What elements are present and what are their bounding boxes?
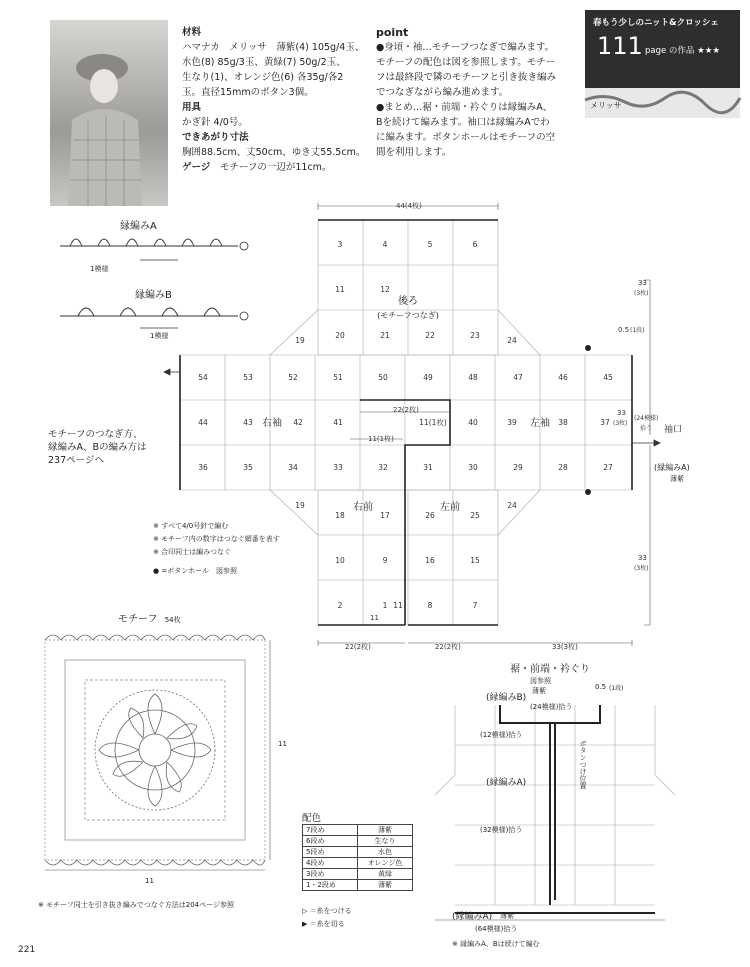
point-line: でつなぎながら編み進めます。 <box>376 87 509 98</box>
motif-no: 39 <box>507 418 517 427</box>
materials-line: 玉。直径15mmのボタン3個。 <box>182 87 314 98</box>
palette-row: 6段め 生なり <box>303 836 413 847</box>
motif-diagram <box>35 630 275 875</box>
tools-title: 用具 <box>182 102 202 113</box>
note-line: ※ すべて4/0号針で編む <box>153 522 229 530</box>
palette-row: 5段め 水色 <box>303 847 413 858</box>
motif-no: 32 <box>378 463 388 472</box>
motif-no: 49 <box>423 373 433 382</box>
motif-no: 54 <box>198 373 208 382</box>
motif-no: 11(1枚) <box>419 418 447 427</box>
motif-no: 17 <box>380 511 390 520</box>
page-footer-number: 221 <box>18 945 36 955</box>
dim-bottom-w1: 22(2枚) <box>345 643 371 651</box>
cuff-pickup: (24模様) <box>634 415 659 422</box>
hem-ref: 図参照 <box>530 677 551 685</box>
motif-no: 19 <box>295 501 305 510</box>
motif-no: 35 <box>243 463 253 472</box>
left-sleeve-label: 左袖 <box>530 418 550 429</box>
dim-sleeve-span: 33 <box>617 409 626 417</box>
edging-a-title: 縁編みA <box>120 221 157 232</box>
chart-note-line: モチーフのつなぎ方、 <box>48 429 143 440</box>
dim-right-top-sub: (3枚) <box>634 290 649 297</box>
motif-no: 41 <box>333 418 343 427</box>
materials-line: ハマナカ メリッサ 薄紫(4) 105g/4玉、 <box>182 42 365 53</box>
motif-no: 9 <box>382 556 388 565</box>
materials-line: 生なり(1)、オレンジ色(6) 各35g/各2 <box>182 72 344 83</box>
motif-no: 52 <box>288 373 298 382</box>
motif-bottom: 11 <box>145 877 154 885</box>
motif-no: 36 <box>198 463 208 472</box>
legend-cut: ▶ ＝糸を切る <box>302 920 345 928</box>
motif-footnote: ※ モチーフ同士を引き抜き編みでつなぐ方法は204ページ参照 <box>38 901 234 909</box>
materials-line: 水色(8) 85g/3玉、黄緑(7) 50g/2玉、 <box>182 57 346 68</box>
point-line: モチーフの配色は図を参照します。モチー <box>376 57 556 68</box>
motif-no: 46 <box>558 373 568 382</box>
yarn-name: メリッサ <box>590 101 622 110</box>
dim-top-width: 44(4枚) <box>396 202 422 210</box>
gauge-text: モチーフの一辺が11cm。 <box>219 162 332 173</box>
motif-no: 4 <box>382 240 388 249</box>
note-line: ※ モチーフ内の数字はつなぐ順番を表す <box>153 535 280 543</box>
motif-no: 29 <box>513 463 523 472</box>
motif-no: 37 <box>600 418 610 427</box>
palette-row: 7段め 薄紫 <box>303 825 413 836</box>
motif-no: 26 <box>425 511 435 520</box>
motif-no: 50 <box>378 373 388 382</box>
motif-no: 1 <box>382 601 388 610</box>
tools-text: かぎ針 4/0号。 <box>182 117 248 128</box>
chart-note-line: 237ページへ <box>48 455 104 466</box>
motif-no: 27 <box>603 463 613 472</box>
motif-no: 3 <box>337 240 343 249</box>
hem-bottom-a: (縁編みA) <box>452 912 493 922</box>
pattern-header <box>585 10 740 88</box>
palette-row: 4段め オレンジ色 <box>303 858 413 869</box>
motif-no: 21 <box>380 331 390 340</box>
hem-pick24: (24模様)拾う <box>530 703 573 711</box>
edging-a-repeat: 1模様 <box>90 265 109 273</box>
cuff-color: 薄紫 <box>670 475 684 483</box>
palette-table <box>302 824 413 891</box>
motif-no: 31 <box>423 463 433 472</box>
dim-neck-depth: 11(1枚) <box>368 435 394 443</box>
back-label: 後ろ <box>398 296 418 307</box>
motif-no: 11 <box>335 285 345 294</box>
point-line: Bを続けて編みます。袖口は縁編みAでわ <box>376 117 550 128</box>
point-line: ●まとめ…裾・前端・衿ぐりは縁編みA、 <box>376 102 553 113</box>
hem-edge-a: (縁編みA) <box>486 778 527 788</box>
hem-title: 裾・前端・衿ぐり <box>510 664 590 675</box>
motif-no: 18 <box>335 511 345 520</box>
series-title: 春もう少しのニット&クロッシェ <box>593 18 719 28</box>
dim-bottom-w2: 22(2枚) <box>435 643 461 651</box>
motif-title: モチーフ <box>118 614 158 625</box>
dim-neck-width: 22(2枚) <box>393 406 419 414</box>
motif-no: 16 <box>425 556 435 565</box>
motif-no: 23 <box>470 331 480 340</box>
motif-no: 33 <box>333 463 343 472</box>
motif-no: 38 <box>558 418 568 427</box>
hem-button: ボタンつけ位置 <box>579 740 587 789</box>
dim-small-05-sub: (1段) <box>630 327 645 334</box>
motif-no: 42 <box>293 418 303 427</box>
motif-no: 10 <box>335 556 345 565</box>
hem-edge-b: (縁編みB) <box>486 693 527 703</box>
materials-title: 材料 <box>182 27 202 38</box>
hem-bottom-color: 薄紫 <box>500 912 514 920</box>
motif-side: 11 <box>278 740 287 748</box>
hem-diagram <box>425 695 725 925</box>
model-photo <box>50 20 168 206</box>
size-title: できあがり寸法 <box>182 132 249 143</box>
point-line: に編みます。ボタンホールはモチーフの空 <box>376 132 556 143</box>
dim-bottom-inner: 11 <box>370 614 379 622</box>
size-text: 胸囲88.5cm、丈50cm、ゆき丈55.5cm。 <box>182 147 366 158</box>
dim-sleeve-span-sub: (3枚) <box>613 420 628 427</box>
motif-no: 2 <box>337 601 343 610</box>
back-sub: (モチーフつなぎ) <box>377 311 439 320</box>
motif-no: 24 <box>507 336 517 345</box>
hem-small-05: 0.5 <box>595 683 607 691</box>
page-suffix: page の作品 ★★★ <box>645 46 720 56</box>
palette-title: 配色 <box>302 813 322 824</box>
hem-pick64: (64模様)拾う <box>475 925 518 933</box>
motif-count: 54枚 <box>164 616 181 624</box>
cuff-sub: (縁編みA) <box>654 463 690 472</box>
palette-row: 1・2段め 薄紫 <box>303 880 413 891</box>
gauge-title: ゲージ <box>182 162 211 173</box>
motif-no: 24 <box>507 501 517 510</box>
motif-no: 25 <box>470 511 480 520</box>
hem-pick12: (12模様)拾う <box>480 731 523 739</box>
motif-no: 47 <box>513 373 523 382</box>
motif-no: 51 <box>333 373 343 382</box>
hem-small-05-sub: (1段) <box>609 685 624 692</box>
point-line: フは最終段で隣のモチーフと引き抜き編み <box>376 72 557 83</box>
motif-no: 5 <box>427 240 433 249</box>
motif-no: 8 <box>427 601 433 610</box>
motif-no: 40 <box>468 418 478 427</box>
motif-no: 6 <box>472 240 478 249</box>
right-front-label: 右前 <box>353 502 373 513</box>
note-line: ※ 合印同士は編みつなぐ <box>153 548 231 556</box>
right-sleeve-label: 右袖 <box>262 418 282 429</box>
cuff-title: 袖口 <box>664 425 683 435</box>
hem-footnote: ※ 縁編みA、Bは続けて編む <box>452 940 540 948</box>
chart-note-line: 縁編みA、Bの編み方は <box>48 442 147 453</box>
motif-no: 11 <box>393 601 403 610</box>
motif-no: 34 <box>288 463 298 472</box>
hem-color: 薄紫 <box>532 687 546 695</box>
point-line: 間を利用します。 <box>376 147 452 158</box>
dim-small-05: 0.5 <box>618 326 630 334</box>
motif-no: 30 <box>468 463 478 472</box>
motif-no: 22 <box>425 331 435 340</box>
motif-no: 28 <box>558 463 568 472</box>
motif-no: 19 <box>295 336 305 345</box>
edging-b-title: 縁編みB <box>135 290 172 301</box>
page-number: 111 <box>597 32 643 60</box>
hem-pick32: (32模様)拾う <box>480 826 523 834</box>
motif-no: 43 <box>243 418 253 427</box>
dim-right-top: 33 <box>638 279 647 287</box>
left-front-label: 左前 <box>440 502 460 513</box>
motif-no: 20 <box>335 331 345 340</box>
motif-no: 44 <box>198 418 208 427</box>
cuff-pickup2: 拾う <box>640 425 653 432</box>
dim-bottom-w3: 33(3枚) <box>552 643 578 651</box>
note-line: ● =ボタンホール 図参照 <box>153 567 238 575</box>
motif-no: 15 <box>470 556 480 565</box>
edging-b-repeat: 1模様 <box>150 332 169 340</box>
motif-no: 53 <box>243 373 253 382</box>
palette-row: 3段め 黄緑 <box>303 869 413 880</box>
motif-no: 45 <box>603 373 613 382</box>
legend-attach: ▷ ＝糸をつける <box>302 907 352 915</box>
dim-right-bottom: 33 <box>638 554 647 562</box>
point-title: point <box>376 26 409 39</box>
body-motif-chart <box>160 200 690 651</box>
motif-no: 7 <box>472 601 478 610</box>
motif-no: 48 <box>468 373 478 382</box>
motif-no: 12 <box>380 285 390 294</box>
point-line: ●身頃・袖…モチーフつなぎで編みます。 <box>376 42 555 53</box>
dim-right-bottom-sub: (3枚) <box>634 565 649 572</box>
